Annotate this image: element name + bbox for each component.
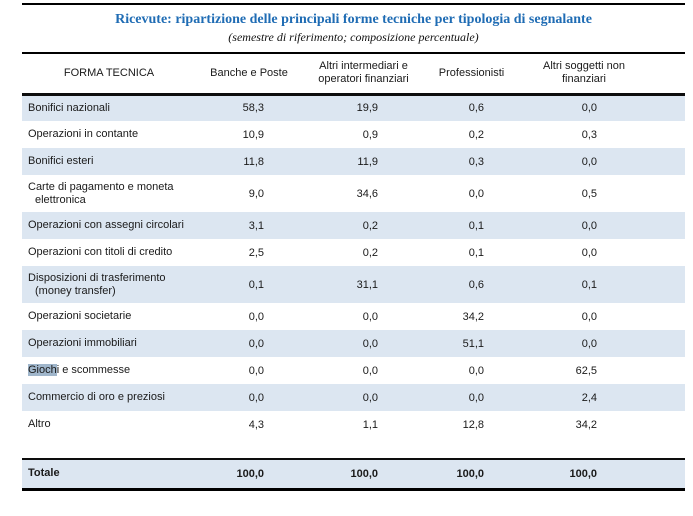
cell-value: 0,1 xyxy=(581,278,597,291)
cell-value: 0,0 xyxy=(581,337,597,350)
cell-value: 10,9 xyxy=(242,128,264,141)
col-header-professionisti: Professionisti xyxy=(425,54,518,94)
cell-value: 0,1 xyxy=(248,278,264,291)
header-row xyxy=(22,54,685,94)
total-value: 100,0 xyxy=(196,459,302,489)
row-label: Bonifici nazionali xyxy=(28,101,110,114)
cell-value: 12,8 xyxy=(462,418,484,431)
table-header xyxy=(22,54,685,94)
cell-value: 0,0 xyxy=(362,364,378,377)
cell-value: 2,5 xyxy=(248,246,264,259)
table-row xyxy=(22,148,685,175)
cell-value: 0,0 xyxy=(581,219,597,232)
row-label: Operazioni in contante xyxy=(28,128,139,140)
table-figure xyxy=(22,0,685,491)
cell-value: 0,0 xyxy=(468,187,484,200)
cell-value: 0,2 xyxy=(362,246,378,259)
table-row xyxy=(22,384,685,411)
cell-value: 34,6 xyxy=(356,187,378,200)
row-label: Giochi e scommesse xyxy=(28,364,131,376)
row-label: Commercio di oro e preziosi xyxy=(28,391,165,403)
table-row xyxy=(22,411,685,438)
cell-value: 4,3 xyxy=(248,418,264,431)
cell-value: 0,2 xyxy=(468,128,484,141)
col-header-spacer xyxy=(650,54,685,94)
cell-value: 0,0 xyxy=(581,310,597,323)
cell-value: 0,0 xyxy=(248,391,264,404)
cell-value: 0,0 xyxy=(362,391,378,404)
cell-value: 34,2 xyxy=(575,418,597,431)
col-header-forma-tecnica: FORMA TECNICA xyxy=(22,54,196,94)
table-row xyxy=(22,212,685,239)
total-value: 100,0 xyxy=(302,459,425,489)
cell-value: 0,1 xyxy=(468,246,484,259)
cell-value: 0,1 xyxy=(468,219,484,232)
table-row xyxy=(22,330,685,357)
table-body xyxy=(22,94,685,489)
figure-subtitle: (semestre di riferimento; composizione percentuale) xyxy=(228,30,479,44)
cell-value: 0,0 xyxy=(248,310,264,323)
title-block xyxy=(22,3,685,54)
spacer-row xyxy=(22,438,685,459)
cell-value: 0,9 xyxy=(362,128,378,141)
cell-value: 2,4 xyxy=(581,391,597,404)
cell-value: 0,6 xyxy=(468,102,484,115)
cell-value: 0,0 xyxy=(581,155,597,168)
cell-value: 0,0 xyxy=(248,364,264,377)
col-header-banche-poste: Banche e Poste xyxy=(196,54,302,94)
row-label: Operazioni con titoli di credito xyxy=(28,246,173,258)
cell-value: 31,1 xyxy=(356,278,378,291)
text-selection-highlight: Gioch xyxy=(28,364,57,376)
cell-value: 0,0 xyxy=(581,102,597,115)
table-row xyxy=(22,266,685,303)
cell-value: 0,2 xyxy=(362,219,378,232)
cell-value: 0,0 xyxy=(362,337,378,350)
cell-value: 19,9 xyxy=(356,102,378,115)
figure-title: Ricevute: ripartizione delle principali forme tecniche per tipologia di segnalante xyxy=(115,12,592,27)
total-value: 100,0 xyxy=(518,459,650,489)
cell-value: 11,9 xyxy=(357,155,378,168)
table-row xyxy=(22,121,685,148)
cell-value: 0,0 xyxy=(581,246,597,259)
row-label: Altro xyxy=(28,418,51,430)
cell-value: 0,0 xyxy=(468,364,484,377)
table-row xyxy=(22,175,685,212)
row-label: Carte di pagamento e moneta elettronica xyxy=(28,180,174,206)
table-row xyxy=(22,94,685,121)
cell-value: 0,0 xyxy=(248,337,264,350)
data-table xyxy=(22,54,685,491)
cell-value: 0,5 xyxy=(581,187,597,200)
table-row xyxy=(22,303,685,330)
row-label: Disposizioni di trasferimento (money transfer) xyxy=(28,271,166,297)
cell-value: 3,1 xyxy=(248,219,264,232)
total-value: 100,0 xyxy=(425,459,518,489)
col-header-altri-soggetti: Altri soggetti non finanziari xyxy=(518,54,650,94)
cell-value: 1,1 xyxy=(362,418,378,431)
cell-value: 58,3 xyxy=(242,102,264,115)
cell-value: 34,2 xyxy=(462,310,484,323)
total-row xyxy=(22,459,685,489)
cell-value: 9,0 xyxy=(248,187,264,200)
cell-value: 0,6 xyxy=(468,278,484,291)
total-label: Totale xyxy=(22,459,196,489)
cell-value: 62,5 xyxy=(575,364,597,377)
table-row xyxy=(22,239,685,266)
row-label: Bonifici esteri xyxy=(28,155,94,167)
col-header-altri-intermediari: Altri intermediari e operatori finanziari xyxy=(302,54,425,94)
row-label: Operazioni societarie xyxy=(28,310,132,322)
table-row xyxy=(22,357,685,384)
row-label: Operazioni con assegni circolari xyxy=(28,219,184,231)
cell-value: 0,0 xyxy=(468,391,484,404)
cell-value: 0,0 xyxy=(362,310,378,323)
cell-value: 0,3 xyxy=(468,155,484,168)
cell-value: 11,8 xyxy=(243,155,264,168)
cell-value: 51,1 xyxy=(462,337,484,350)
row-label: Operazioni immobiliari xyxy=(28,337,137,349)
cell-value: 0,3 xyxy=(581,128,597,141)
